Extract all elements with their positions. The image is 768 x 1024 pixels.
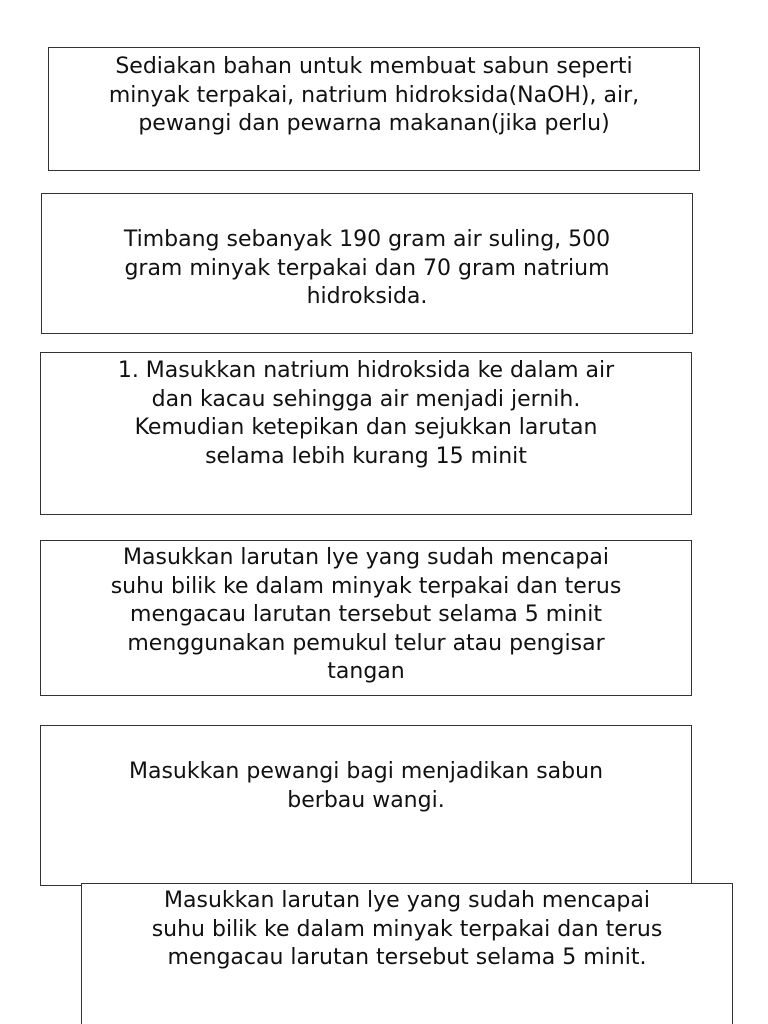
step-1-text: Sediakan bahan untuk membuat sabun seperti minyak terpakai, natrium hidroksida(NaOH), air, pewangi dan pewarna makanan(jika perlu) xyxy=(108,54,640,136)
step-6-text: Masukkan larutan lye yang sudah mencapai suhu bilik ke dalam minyak terpakai dan terus mengacau larutan tersebut selama 5 minit. xyxy=(151,888,663,970)
step-box-1 xyxy=(48,47,700,171)
step-box-5 xyxy=(40,725,692,886)
step-4-text: Masukkan larutan lye yang sudah mencapai suhu bilik ke dalam minyak terpakai dan terus mengacau larutan tersebut selama 5 minit menggunakan pemukul telur atau pengisar tangan xyxy=(110,545,622,684)
step-box-6 xyxy=(81,883,733,1024)
step-5-text: Masukkan pewangi bagi menjadikan sabun berbau wangi. xyxy=(128,759,604,813)
step-box-3 xyxy=(40,352,692,515)
step-box-2 xyxy=(41,193,693,334)
step-box-4 xyxy=(40,540,692,696)
step-3-text: 1. Masukkan natrium hidroksida ke dalam air dan kacau sehingga air menjadi jernih. Kemudian ketepikan dan sejukkan larutan selama lebih kurang 15 minit xyxy=(117,358,615,469)
step-2-text: Timbang sebanyak 190 gram air suling, 500 gram minyak terpakai dan 70 gram natrium hidroksida. xyxy=(123,227,611,309)
